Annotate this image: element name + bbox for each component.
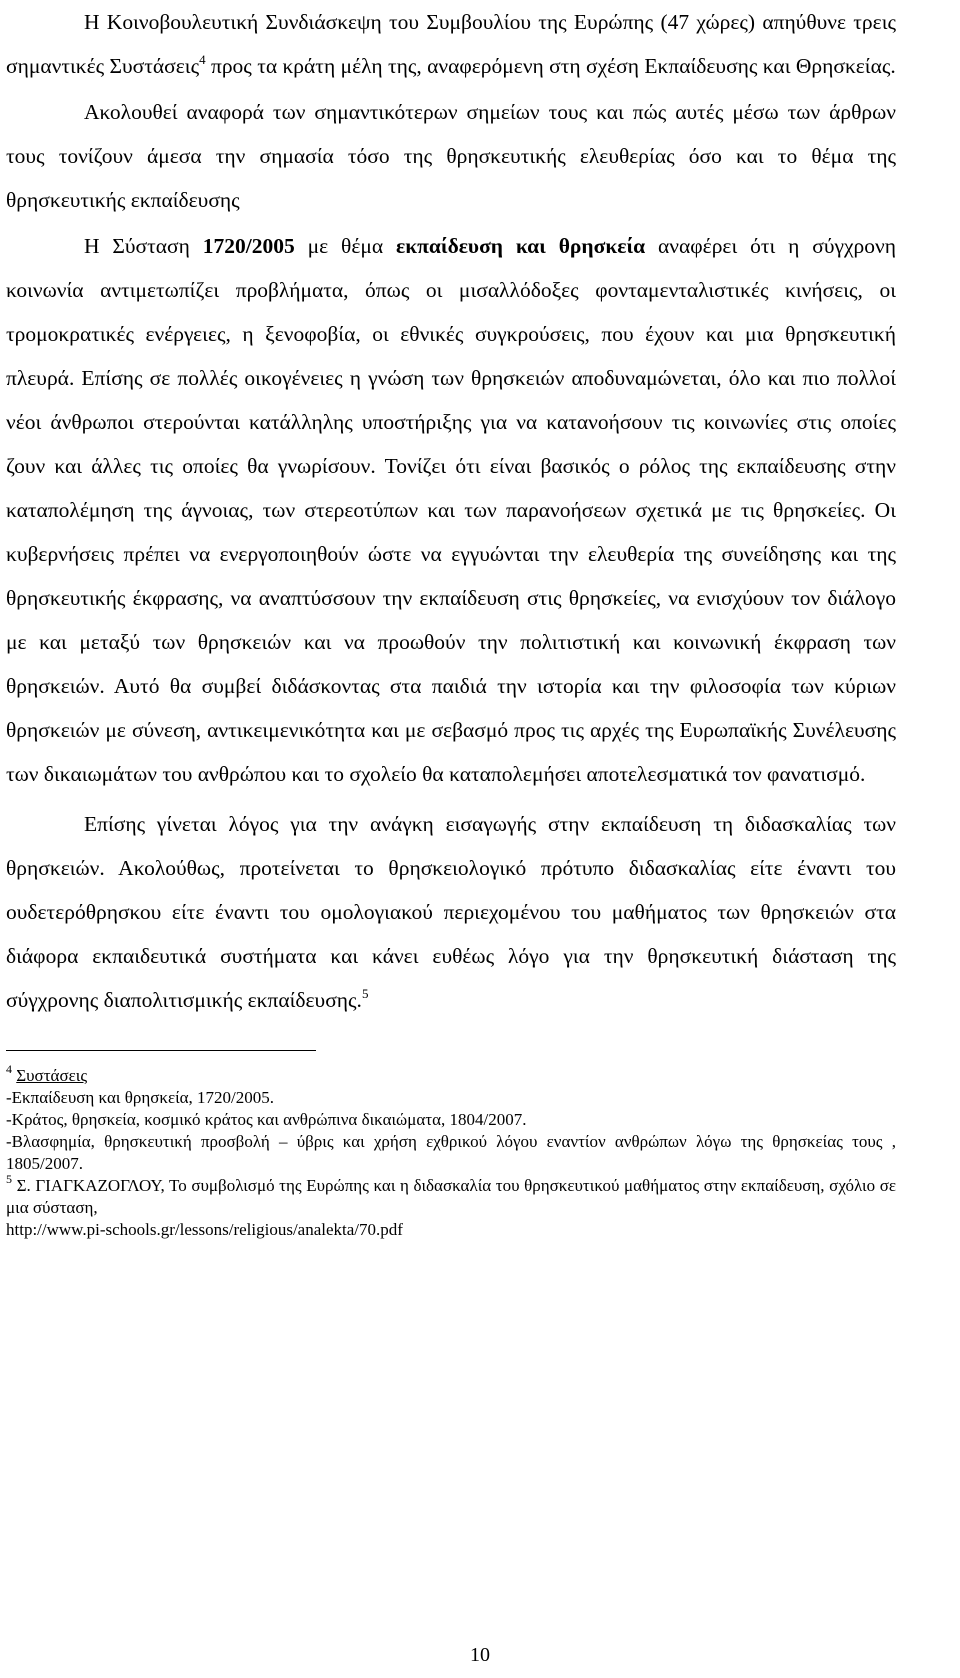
footnote-4-line: -Εκπαίδευση και θρησκεία, 1720/2005. [6, 1088, 275, 1107]
paragraph-teaching-model [6, 802, 896, 1022]
footnote-5 [6, 1172, 896, 1219]
footnotes [6, 1062, 896, 1241]
footnote-4-number: 4 [6, 1062, 12, 1076]
paragraph-summary: Ακολουθεί αναφορά των σημαντικότερων σημείων τους και πώς αυτές μέσω των άρθρων τους τονίζουν άμεσα την σημασία τόσο της θρησκευτικής ελευθερίας όσο και το θέμα της θρησκευτικής εκπαίδευσης [6, 100, 896, 212]
footnote-divider [6, 1050, 316, 1051]
footnote-4-line: -Βλασφημία, θρησκευτική προσβολή – ύβρις και χρήση εχθρικού λόγου εναντίον ανθρώπων λόγω της θρησκείας τους , 1805/2007. [6, 1132, 896, 1173]
paragraph-text: αναφέρει ότι η σύγχρονη κοινωνία αντιμετωπίζει προβλήματα, όπως οι μισαλλόδοξες φονταμενταλιστικές κινήσεις, οι τρομοκρατικές ενέργειες, η ξενοφοβία, οι εθνικές συγκρούσεις, που έχουν και μια θρησκευτική πλευρά. Επίσης σε πολλές οικογένειες η γνώση των θρησκειών αποδυναμώνεται, όλο και πιο πολλοί νέοι άνθρωποι στερούνται κατάλληλης υποστήριξης για να κατανοήσουν τις κοινωνίες στις οποίες ζουν και άλλες τις οποίες θα γνωρίσουν. Τονίζει ότι είναι βασικός ο ρόλος της εκπαίδευσης στην καταπολέμηση της άγνοιας, των στερεοτύπων και των παρανοήσεων σχετικά με τις θρησκείες. Οι κυβερνήσεις πρέπει να ενεργοποιηθούν ώστε να εγγυώνται την ελευθερία της συνείδησης και της θρησκευτικής έκφρασης, να αναπτύσσουν την εκπαίδευση στις θρησκείες, να ενισχύουν τον διάλογο με και μεταξύ των θρησκειών και να προωθούν την πολιτιστική και κοινωνική έκφραση των θρησκειών. Αυτό θα συμβεί διδάσκοντας στα παιδιά την ιστορία και την φιλοσοφία των κύριων θρησκειών με σύνεση, αντικειμενικότητα και με σεβασμό προς τις αρχές της Ευρωπαϊκής Συνέλευσης των δικαιωμάτων του ανθρώπου και το σχολείο θα καταπολεμήσει αποτελεσματικά τον φανατισμό. [6, 234, 896, 786]
footnote-4-title: Συστάσεις [16, 1066, 88, 1085]
document-page [6, 0, 896, 1241]
footnote-ref-5[interactable]: 5 [361, 986, 369, 1001]
paragraph-intro-text: Η Κοινοβουλευτική Συνδιάσκεψη του Συμβουλίου της Ευρώπης (47 χώρες) απηύθυνε τρεις σημαντικές Συστάσεις [6, 10, 896, 78]
recommendation-number: 1720/2005 [202, 234, 295, 258]
paragraph-intro [6, 0, 896, 88]
footnote-ref-4[interactable]: 4 [199, 52, 206, 67]
paragraph-intro-text-end: προς τα κράτη μέλη της, αναφερόμενη στη σχέση Εκπαίδευσης και Θρησκείας. [205, 54, 896, 78]
footnote-5-url[interactable]: http://www.pi-schools.gr/lessons/religious/analekta/70.pdf [6, 1220, 403, 1239]
footnote-5-number: 5 [6, 1172, 12, 1186]
footnote-4-heading [6, 1062, 896, 1087]
paragraph-text: με θέμα [294, 234, 397, 258]
paragraph-recommendation-1720 [6, 224, 896, 796]
recommendation-topic: εκπαίδευση και θρησκεία [396, 234, 646, 258]
paragraph-text: Η Σύσταση [84, 234, 203, 258]
page-number: 10 [470, 1644, 490, 1666]
footnote-5-text: Σ. ΓΙΑΓΚΑΖΟΓΛΟΥ, Το συμβολισμό της Ευρώπης και η διδασκαλία του θρησκευτικού μαθήματος στην εκπαίδευση, σχόλιο σε μια σύσταση, [6, 1176, 896, 1217]
paragraph-text: Επίσης γίνεται λόγος για την ανάγκη εισαγωγής στην εκπαίδευση τη διδασκαλίας των θρησκειών. Ακολούθως, προτείνεται το θρησκειολογικό πρότυπο διδασκαλίας είτε έναντι του ουδετερόθρησκου είτε έναντι του ομολογιακού περιεχομένου του μαθήματος των θρησκειών στα διάφορα εκπαιδευτικά συστήματα και κάνει ευθέως λόγο για την θρησκευτική διάσταση της σύγχρονης διαπολιτισμικής εκπαίδευσης. [6, 812, 896, 1012]
footnote-4-line: -Κράτος, θρησκεία, κοσμικό κράτος και ανθρώπινα δικαιώματα, 1804/2007. [6, 1110, 527, 1129]
